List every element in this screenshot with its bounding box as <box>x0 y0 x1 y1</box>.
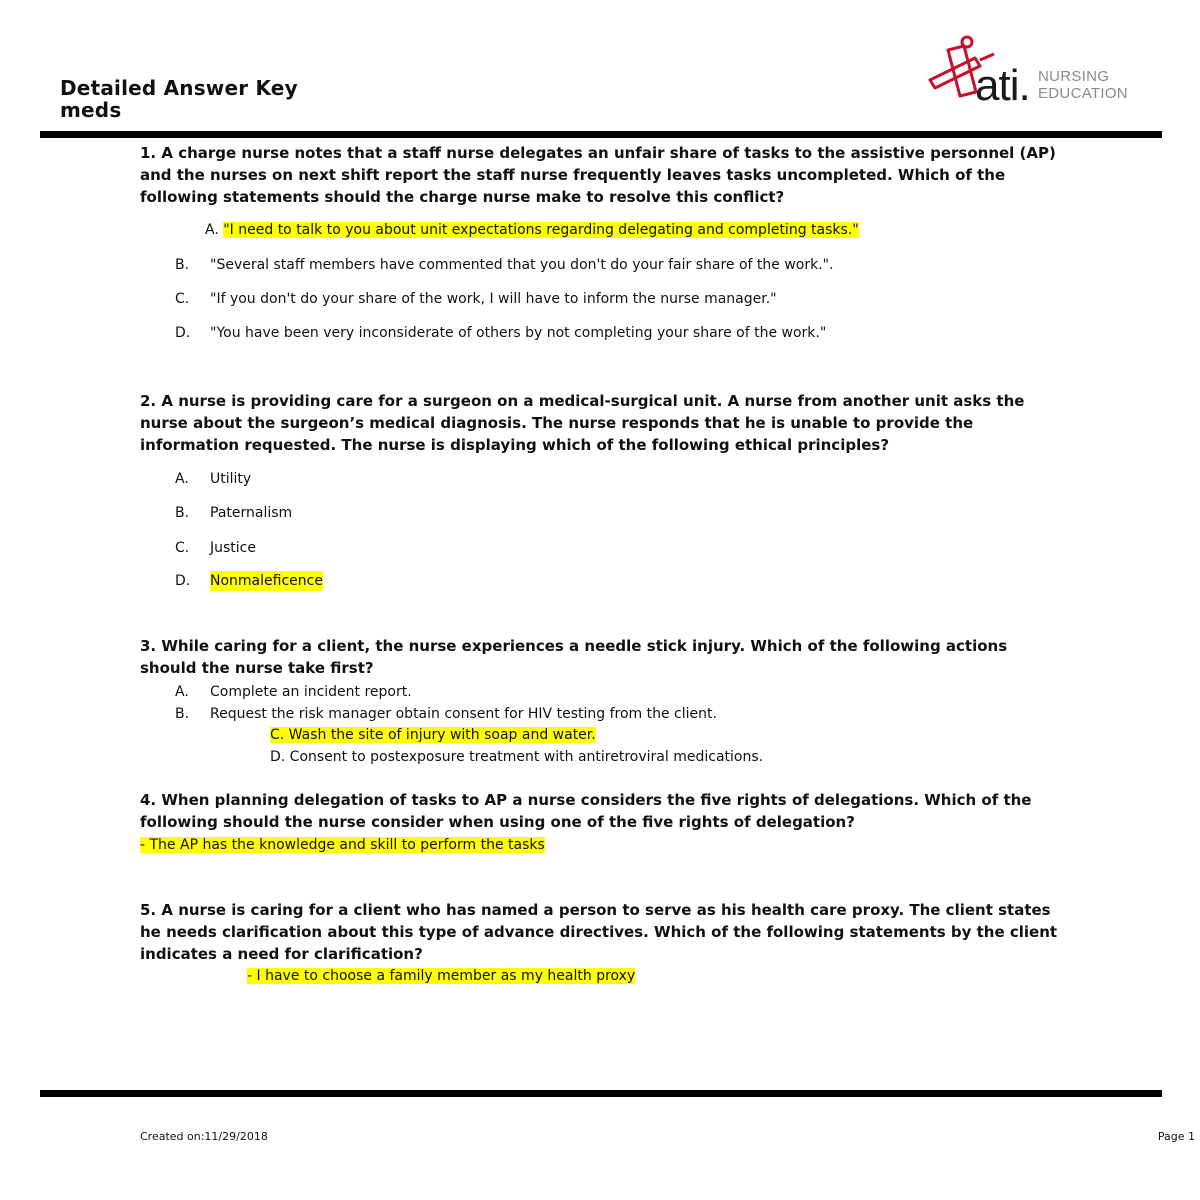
logo-wordmark: ati. <box>975 61 1030 110</box>
q3-option-c <box>270 725 596 745</box>
logo-education-text: EDUCATION <box>1038 85 1128 102</box>
question-3: 3. While caring for a client, the nurse experiences a needle stick injury. Which of the following actions should the nurse take first? <box>140 637 1008 677</box>
q3-option-a-text: Complete an incident report. <box>210 684 412 700</box>
question-1: 1. A charge nurse notes that a staff nurse delegates an unfair share of tasks to the assistive personnel (AP) and the nurses on next shift report the staff nurse frequently leaves tasks uncompleted. Which of the following statements should the charge nurse make to resolve this conflict? <box>140 144 1056 206</box>
q3-option-d <box>270 747 763 767</box>
question-2: 2. A nurse is providing care for a surgeon on a medical-surgical unit. A nurse from another unit asks the nurse about the surgeon’s medical diagnosis. The nurse responds that he is unable to provide the information requested. The nurse is displaying which of the following ethical principles? <box>140 392 1025 454</box>
q3-option-b-letter: B. <box>175 706 190 722</box>
q4-answer <box>140 835 545 855</box>
question-4: 4. When planning delegation of tasks to AP a nurse considers the five rights of delegations. Which of the following should the nurse consider when using one of the five rights of delegation? <box>140 791 1032 831</box>
q2-option-a-text: Utility <box>210 471 252 487</box>
top-divider <box>40 131 1162 138</box>
bottom-divider <box>40 1090 1162 1097</box>
q1-option-a-letter: A. <box>205 222 219 238</box>
q3-option-b-text: Request the risk manager obtain consent for HIV testing from the client. <box>210 706 717 722</box>
q2-option-b-letter: B. <box>175 505 190 521</box>
logo-nursing-text: NURSING <box>1038 68 1110 85</box>
q4-answer-text: - The AP has the knowledge and skill to perform the tasks <box>140 837 545 853</box>
q5-answer <box>247 966 635 986</box>
q1-option-a-text: "I need to talk to you about unit expectations regarding delegating and completing tasks." <box>223 222 859 238</box>
q2-option-c-text: Justice <box>210 540 256 556</box>
document-title <box>60 77 298 121</box>
q2-option-a-letter: A. <box>175 471 189 487</box>
q1-option-c-letter: C. <box>175 291 190 307</box>
q2-option-c-letter: C. <box>175 540 190 556</box>
logo-tagline <box>1038 68 1128 102</box>
q1-option-d-letter: D. <box>175 325 191 341</box>
q1-option-b-letter: B. <box>175 257 190 273</box>
q3-option-a-letter: A. <box>175 684 189 700</box>
q2-option-d-text: Nonmaleficence <box>210 573 323 589</box>
q2-option-d-letter: D. <box>175 573 191 589</box>
q1-option-a <box>205 220 859 240</box>
q1-option-b-text: "Several staff members have commented that you don't do your fair share of the work.". <box>210 257 834 273</box>
created-date: Created on:11/29/2018 <box>140 1130 268 1143</box>
q1-option-d-text: "You have been very inconsiderate of others by not completing your share of the work." <box>210 325 827 341</box>
q3-option-d-text: D. Consent to postexposure treatment with antiretroviral medications. <box>270 749 764 765</box>
page-number: Page 1 <box>1157 1130 1195 1143</box>
subtitle-text: meds <box>60 98 122 122</box>
question-5: 5. A nurse is caring for a client who has named a person to serve as his health care proxy. The client states he needs clarification about this type of advance directives. Which of the following statements by the client indicates a need for clarification? <box>140 901 1058 963</box>
q2-option-b-text: Paternalism <box>210 505 293 521</box>
q3-option-c-text: C. Wash the site of injury with soap and water. <box>270 727 596 743</box>
q1-option-c-text: "If you don't do your share of the work, I will have to inform the nurse manager." <box>210 291 777 307</box>
title-text: Detailed Answer Key <box>60 76 298 100</box>
q5-answer-text: - I have to choose a family member as my health proxy <box>247 968 636 984</box>
